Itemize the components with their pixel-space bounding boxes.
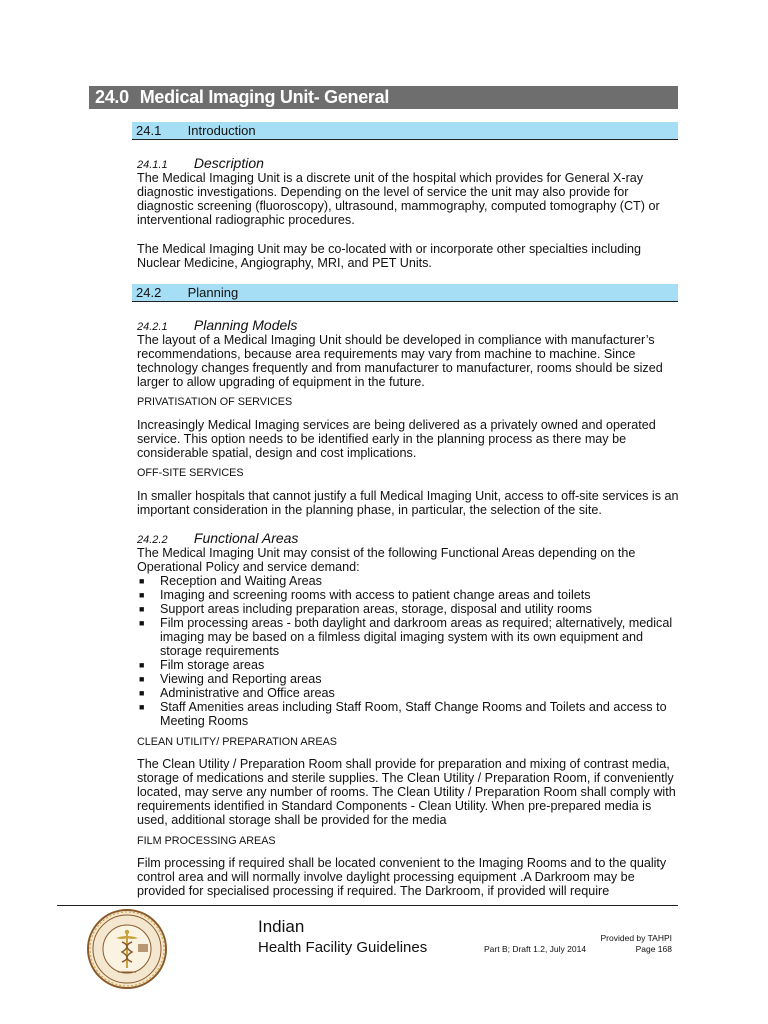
bullet-icon: ■ (139, 674, 145, 684)
bullet-icon: ■ (139, 688, 145, 698)
organization-seal-logo (86, 908, 168, 990)
list-item (137, 574, 681, 588)
list-item (137, 602, 681, 616)
paragraph-planning-models: The layout of a Medical Imaging Unit should be developed in compliance with manufacturer’s recommendations, because area requirements may vary from machine to machine. Since technology changes frequently and from manufacturer to manufacturer, rooms should be sized larger to allow upgrading of equipment in the future. (137, 333, 663, 389)
list-item-text: Imaging and screening rooms with access to patient change areas and toilets (160, 588, 591, 602)
section-number: 24.2 (136, 285, 162, 300)
paragraph-description-1: The Medical Imaging Unit is a discrete unit of the hospital which provides for General X-ray diagnostic investigations. Depending on the level of service the unit may also provide for diagnostic screening (fluoroscopy), ultrasound, mammography, computed tomography (CT) or interventional radiographic procedures. (137, 171, 660, 227)
subsection-title: Description (193, 155, 264, 171)
footer-divider (57, 905, 678, 906)
list-item (137, 700, 681, 728)
chapter-heading (89, 86, 678, 109)
list-item-text: Film processing areas - both daylight and darkroom areas as required; alternatively, medical imaging may be based on a filmless digital imaging system with its own equipment and storage requirements (160, 616, 673, 658)
bullet-icon: ■ (139, 576, 145, 586)
functional-areas-list (137, 574, 681, 728)
section-heading-introduction (132, 122, 678, 140)
list-item (137, 616, 681, 658)
bullet-icon: ■ (139, 702, 145, 712)
subsection-number: 24.2.1 (137, 321, 168, 333)
bullet-icon: ■ (139, 618, 145, 628)
subsection-number: 24.2.2 (137, 534, 168, 546)
subsection-number: 24.1.1 (137, 159, 168, 171)
footer-draft-info: Part B; Draft 1.2, July 2014 (484, 944, 587, 954)
subsection-title: Functional Areas (193, 530, 299, 546)
bullet-icon: ■ (139, 590, 145, 600)
list-item-text: Administrative and Office areas (160, 686, 335, 700)
list-item (137, 686, 681, 700)
list-item-text: Viewing and Reporting areas (160, 672, 322, 686)
list-item (137, 588, 681, 602)
bullet-icon: ■ (139, 604, 145, 614)
list-item-text: Staff Amenities areas including Staff Room, Staff Change Rooms and Toilets and access to Meeting Rooms (160, 700, 667, 728)
section-heading-planning (132, 284, 678, 302)
list-item (137, 658, 681, 672)
paragraph-film-processing: Film processing if required shall be located convenient to the Imaging Rooms and to the quality control area and will normally involve daylight processing equipment .A Darkroom may be provided for specialised processing if required. The Darkroom, if provided will require (137, 856, 667, 898)
footer-page-number: Page 168 (635, 944, 672, 954)
section-number: 24.1 (136, 123, 162, 138)
caps-heading-film-processing: FILM PROCESSING AREAS (137, 835, 276, 847)
list-item-text: Reception and Waiting Areas (160, 574, 322, 588)
paragraph-description-2: The Medical Imaging Unit may be co-located with or incorporate other specialties including Nuclear Medicine, Angiography, MRI, and PET Units. (137, 242, 642, 270)
paragraph-offsite: In smaller hospitals that cannot justify a full Medical Imaging Unit, access to off-site services is an important consideration in the planning phase, in particular, the selection of the site. (137, 489, 679, 517)
list-item-text: Film storage areas (160, 658, 265, 672)
paragraph-privatisation: Increasingly Medical Imaging services are being delivered as a privately owned and operated service. This option needs to be identified early in the planning process as there may be considerable spatial, design and cost implications. (137, 418, 656, 460)
subsection-title: Planning Models (193, 317, 298, 333)
paragraph-functional-intro: The Medical Imaging Unit may consist of the following Functional Areas depending on the Operational Policy and service demand: (137, 546, 636, 574)
caps-heading-privatisation: PRIVATISATION OF SERVICES (137, 396, 293, 408)
chapter-number: 24.0 (95, 87, 129, 107)
list-item-text: Support areas including preparation areas, storage, disposal and utility rooms (160, 602, 592, 616)
section-title: Introduction (187, 123, 256, 138)
footer-provided-by: Provided by TAHPI (600, 933, 672, 943)
chapter-title: Medical Imaging Unit- General (139, 87, 390, 107)
bullet-icon: ■ (139, 660, 145, 670)
list-item (137, 672, 681, 686)
footer-org-line1: Indian (258, 917, 305, 936)
caps-heading-clean-utility: CLEAN UTILITY/ PREPARATION AREAS (137, 736, 337, 748)
caps-heading-offsite: OFF-SITE SERVICES (137, 467, 244, 479)
paragraph-clean-utility: The Clean Utility / Preparation Room shall provide for preparation and mixing of contrast media, storage of medications and sterile supplies. The Clean Utility / Preparation Room, if conveniently located, may serve any number of rooms. The Clean Utility / Preparation Room shall comply with requirements identified in Standard Components - Clean Utility. When pre-prepared media is used, additional storage shall be provided for the media (137, 757, 676, 827)
footer-org-line2: Health Facility Guidelines (258, 939, 428, 956)
section-title: Planning (187, 285, 239, 300)
